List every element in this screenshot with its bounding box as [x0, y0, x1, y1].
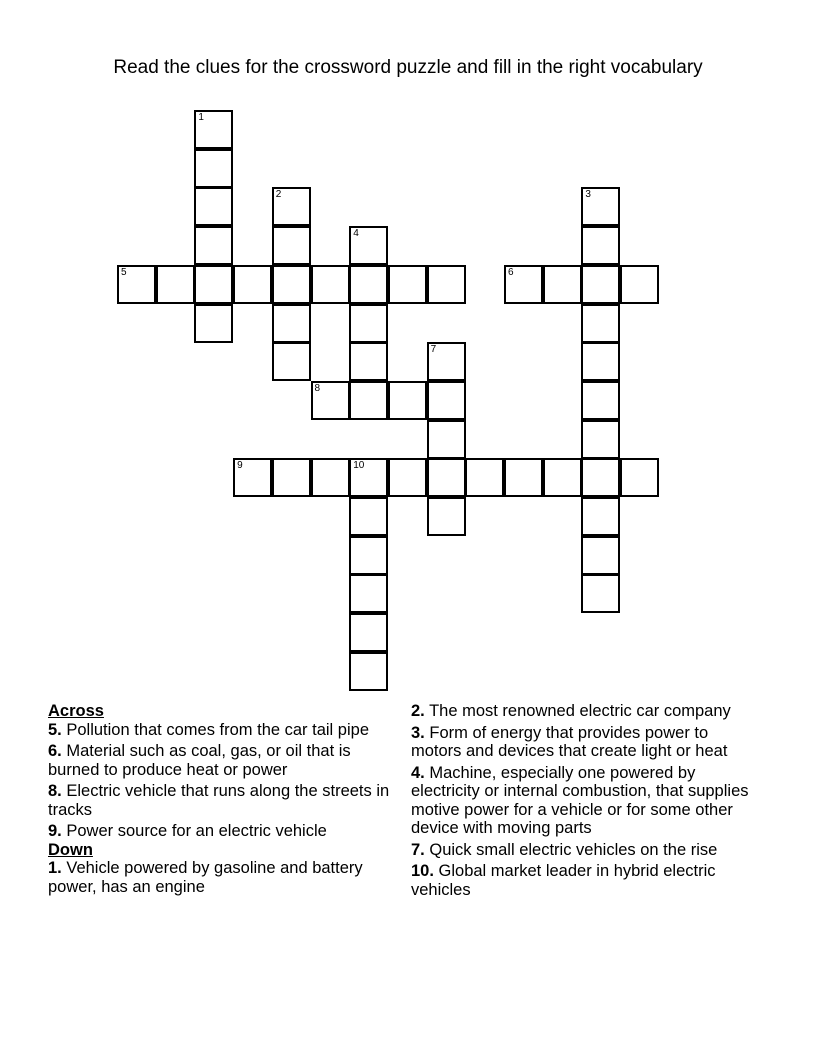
crossword-cell[interactable] — [349, 226, 388, 265]
clue-across-6: 6. Material such as coal, gas, or oil that is burned to produce heat or power — [48, 742, 351, 779]
crossword-cell[interactable] — [581, 574, 620, 613]
crossword-cell[interactable] — [620, 458, 659, 497]
crossword-cell[interactable] — [194, 110, 233, 149]
crossword-cell[interactable] — [272, 458, 311, 497]
crossword-cell[interactable] — [194, 149, 233, 188]
crossword-cell[interactable] — [581, 342, 620, 381]
across-heading: Across — [48, 702, 104, 720]
crossword-cell[interactable] — [543, 265, 582, 304]
crossword-cell[interactable] — [233, 458, 272, 497]
clue-number: 8 — [314, 382, 321, 394]
crossword-cell[interactable] — [581, 497, 620, 536]
crossword-cell[interactable] — [117, 265, 156, 304]
crossword-cell[interactable] — [581, 420, 620, 459]
crossword-cell[interactable] — [581, 187, 620, 226]
crossword-cell[interactable] — [543, 458, 582, 497]
clue-across-9: 9. Power source for an electric vehicle — [48, 822, 327, 840]
crossword-cell[interactable] — [272, 342, 311, 381]
clue-number: 1 — [198, 112, 204, 123]
crossword-cell[interactable] — [427, 381, 466, 420]
crossword-cell[interactable] — [349, 497, 388, 536]
crossword-cell[interactable] — [465, 458, 504, 497]
clues-left-column — [48, 702, 393, 899]
clue-down-1: 1. Vehicle powered by gasoline and battery power, has an engine — [48, 859, 363, 896]
crossword-cell[interactable] — [272, 304, 311, 343]
crossword-cell[interactable] — [349, 342, 388, 381]
crossword-cell[interactable] — [349, 574, 388, 613]
clue-number: 7 — [430, 344, 437, 356]
down-heading: Down — [48, 840, 93, 859]
clue-across-8: 8. Electric vehicle that runs along the streets in tracks — [48, 782, 390, 819]
crossword-cell[interactable] — [504, 458, 543, 497]
crossword-cell[interactable] — [581, 381, 620, 420]
crossword-cell[interactable] — [194, 265, 233, 304]
clue-down-3: 3. Form of energy that provides power to motors and devices that create light or heat — [411, 723, 728, 760]
crossword-cell[interactable] — [581, 536, 620, 575]
clues-right-column — [411, 702, 756, 902]
crossword-cell[interactable] — [272, 226, 311, 265]
clue-down-2: 2. The most renowned electric car company — [411, 702, 731, 720]
crossword-cell[interactable] — [349, 304, 388, 343]
crossword-cell[interactable] — [194, 226, 233, 265]
clue-number: 9 — [237, 460, 243, 472]
crossword-cell[interactable] — [349, 265, 388, 304]
clue-down-10: 10. Global market leader in hybrid electric vehicles — [411, 862, 716, 899]
crossword-cell[interactable] — [427, 342, 466, 381]
crossword-cell[interactable] — [427, 497, 466, 536]
crossword-cell[interactable] — [504, 265, 543, 304]
crossword-cell[interactable] — [233, 265, 272, 304]
crossword-cell[interactable] — [194, 304, 233, 343]
crossword-cell[interactable] — [311, 265, 350, 304]
crossword-cell[interactable] — [581, 458, 620, 497]
crossword-cell[interactable] — [388, 265, 427, 304]
clue-across-5: 5. Pollution that comes from the car tail pipe — [48, 720, 370, 739]
crossword-cell[interactable] — [272, 187, 311, 226]
crossword-cell[interactable] — [349, 613, 388, 652]
clue-number: 3 — [585, 189, 591, 201]
clue-down-4: 4. Machine, especially one powered by electricity or internal combustion, that supplies motive power for a vehicle or for some other device with moving parts — [411, 763, 749, 837]
crossword-cell[interactable] — [388, 458, 427, 497]
crossword-cell[interactable] — [581, 265, 620, 304]
crossword-cell[interactable] — [311, 458, 350, 497]
page-title: Read the clues for the crossword puzzle and fill in the right vocabulary — [113, 57, 703, 78]
crossword-cell[interactable] — [388, 381, 427, 420]
crossword-cell[interactable] — [427, 265, 466, 304]
crossword-cell[interactable] — [194, 187, 233, 226]
crossword-cell[interactable] — [349, 652, 388, 691]
crossword-cell[interactable] — [349, 381, 388, 420]
crossword-cell[interactable] — [581, 226, 620, 265]
clue-number: 10 — [353, 460, 365, 472]
crossword-cell[interactable] — [311, 381, 350, 420]
clue-number: 4 — [353, 228, 359, 240]
crossword-cell[interactable] — [581, 304, 620, 343]
clue-down-7: 7. Quick small electric vehicles on the rise — [411, 840, 718, 859]
crossword-cell[interactable] — [156, 265, 195, 304]
crossword-cell[interactable] — [427, 458, 466, 497]
crossword-cell[interactable] — [427, 420, 466, 459]
crossword-cell[interactable] — [349, 536, 388, 575]
crossword-cell[interactable] — [620, 265, 659, 304]
crossword-cell[interactable] — [272, 265, 311, 304]
clue-number: 5 — [121, 266, 127, 278]
clue-number: 6 — [508, 266, 514, 278]
clue-number: 2 — [275, 189, 282, 201]
crossword-cell[interactable] — [349, 458, 388, 497]
